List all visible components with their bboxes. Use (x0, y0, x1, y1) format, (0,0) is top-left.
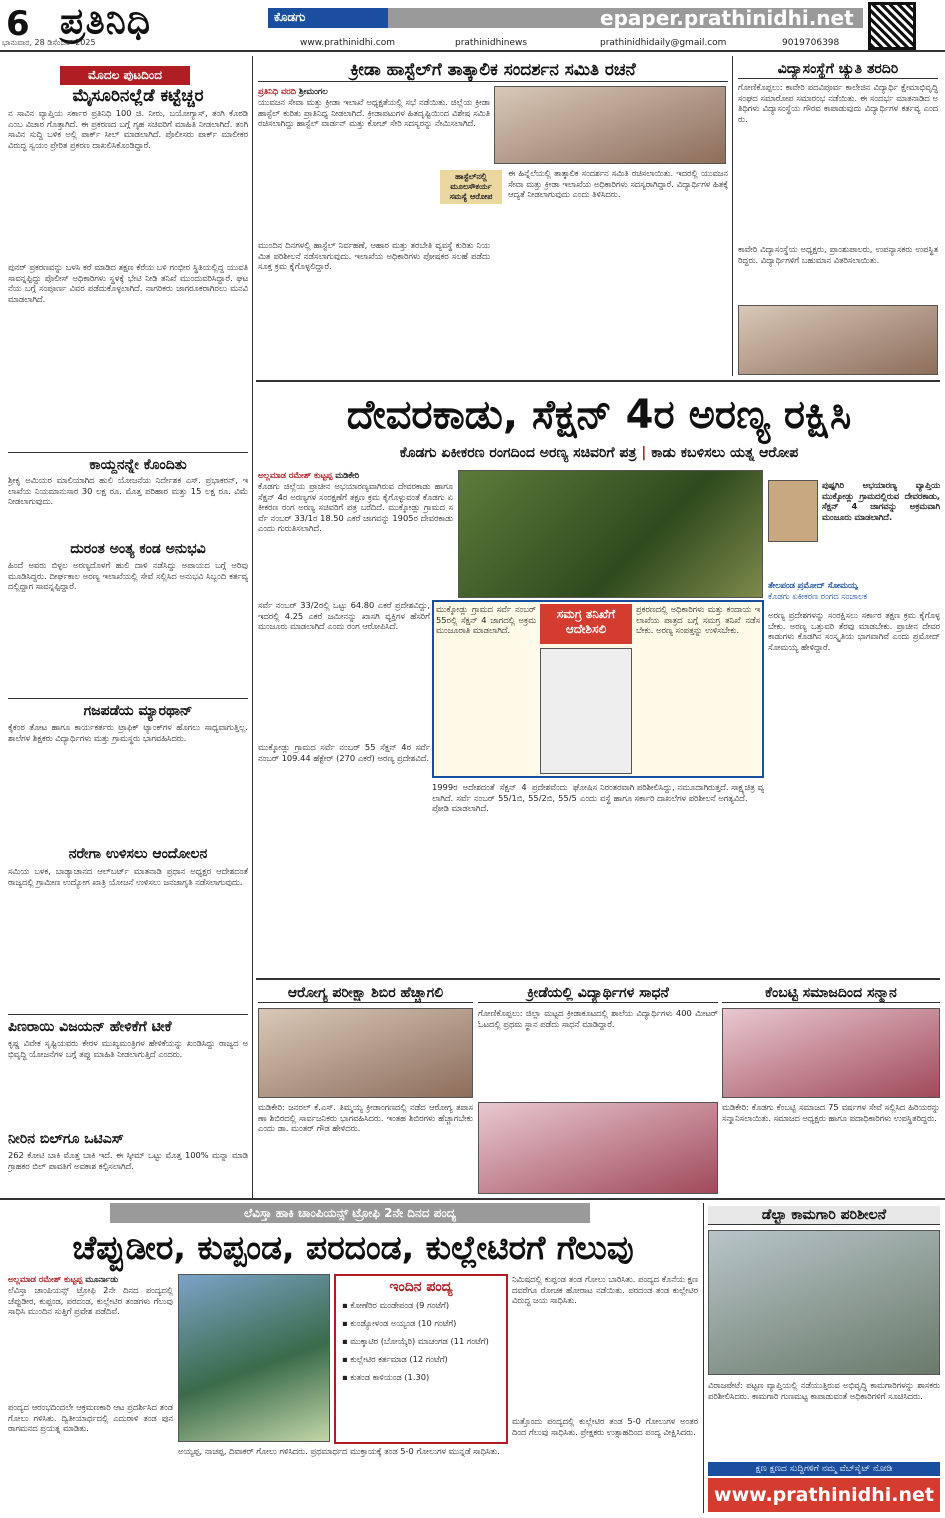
lead-title: ದೇವರಕಾಡು, ಸೆಕ್ಷನ್ 4ರ ಅರಣ್ಯ ರಕ್ಷಿಸಿ (346, 392, 852, 438)
s3-body: ಹಿಂದೆ ಅವರು ಬಿಳ್ಳಲ ಅರಣ್ಯದೊಳಗೆ ಹುಲಿ ದಾಳಿ ನಡೆಸಿದ್ದು ಅಪಾಯದ ಬಗ್ಗೆ ಅರಿವು ಮೂಡಿಸಿದ್ದರು. ದೀರ್ಘಕಾಲ ಅರಣ್ಯ ಇಲಾಖೆಯಲ್ಲಿ ಸೇವೆ ಸಲ್ಲಿಸಿದ ಅನುಭವಿ ಸಿಬ್ಬಂದಿ ಕರ್ತವ್ಯದಲ್ಲಿದ್ದಾಗ ಸಾವನ್ನಪ್ಪಿದ್ದಾರೆ. (8, 560, 248, 592)
quote-author: ತೇಲಪಂಡ ಪ್ರಮೋದ್ ಸೋಮಯ್ಯ (768, 580, 858, 590)
lead-body6: ಅರಣ್ಯ ಪ್ರದೇಶಗಳನ್ನು ಸಂರಕ್ಷಿಸಲು ಸರ್ಕಾರ ತಕ್ಷಣ ಕ್ರಮ ಕೈಗೊಳ್ಳಬೇಕು. ಅರಣ್ಯ ಒತ್ತುವರಿ ತೆರವು ಮಾಡಬೇಕು. ಪ್ರಾಚೀನ ದೇವರಕಾಡುಗಳು ಕೊಡಗಿನ ಸಂಸ್ಕೃತಿಯ ಭಾಗವಾಗಿವೆ ಎಂದು ಪ್ರಮೋದ್ ಸೋಮಯ್ಯ ಹೇಳಿದ್ದಾರೆ. (768, 610, 940, 652)
quote-role: ಕೊಡಗು ಏಕೀಕರಣ ರಂಗದ ಸಂಚಾಲಕ (768, 591, 868, 601)
hockey-body4: ನಿಮಿಷದಲ್ಲಿ ಕುಪ್ಪಂಡ ತಂಡ ಗೋಲು ಬಾರಿಸಿತು. ಪಂದ್ಯದ ಕೊನೆಯ ಕ್ಷಣದವರೆಗೂ ರೋಚಕ ಹೋರಾಟ ನಡೆಯಿತು. ಪರದಂಡ ತಂಡ ಕುಲ್ಲೇಟಿರ ವಿರುದ್ಧ ಜಯ ಸಾಧಿಸಿತು. (512, 1274, 698, 1306)
box-heading: ಸಮಗ್ರ ತನಿಖೆಗೆ ಆದೇಶಿಸಲಿ (540, 604, 632, 644)
hockey-photo (178, 1274, 330, 1442)
fixtures-title: ಇಂದಿನ ಪಂದ್ಯ (389, 1279, 453, 1295)
box-left-text: ಮುಕ್ಕೋಡ್ಲು ಗ್ರಾಮದ ಸರ್ವೆ ನಂಬರ್ 55ರಲ್ಲಿ ಸೆಕ್ಷನ್ 4 ಜಾಗದಲ್ಲಿ ಅಕ್ರಮ ಮಂಜೂರಾತಿ ಮಾಡಲಾಗಿದೆ. (436, 604, 536, 636)
felicitation-photo (722, 1008, 940, 1098)
lead-body2: ಸರ್ವೆ ನಂಬರ್ 33/2ರಲ್ಲಿ ಒಟ್ಟು 64.80 ಎಕರೆ ಪ್ರದೇಶವಿದ್ದು, ಇದರಲ್ಲಿ 4.25 ಎಕರೆ ಜಮೀನನ್ನು ಖಾಸಗಿ ವ್ಯಕ್ತಿಗಳ ಹೆಸರಿಗೆ ಮಂಜೂರು ಮಾಡಲಾಗಿದೆ ಎಂದು ರಂಗ ಆರೋಪಿಸಿದೆ. (258, 600, 430, 632)
lead-subtitle: ಕೊಡಗು ಏಕೀಕರಣ ರಂಗದಿಂದ ಅರಣ್ಯ ಸಚಿವರಿಗೆ ಪತ್ರ | ಕಾಡು ಕಬಳಿಸಲು ಯತ್ನ ಆರೋಪ (399, 445, 799, 461)
s6-title: ಪಿಣರಾಯಿ ವಿಜಯನ್ ಹೇಳಿಕೆಗೆ ಟೀಕೆ (8, 1019, 172, 1035)
email[interactable]: prathinidhidaily@gmail.com (600, 38, 727, 48)
fixture-item: ▪ ಮುಕ್ಕಾಟಿರ (ಬೋಯ್ಕೆರಿ) ಮಾಚಂಗಡ (11 ಗಂಟೆಗೆ) (342, 1336, 489, 1346)
s6-body: ಕೃಷ್ಣ ವಿವೇಕ ಸೃಷ್ಟಿಯವರು ಕೇರಳ ಮುಖ್ಯಮಂತ್ರಿಗಳ ಹೇಳಿಕೆಯನ್ನು ಖಂಡಿಸಿದ್ದು ರಾಜ್ಯದ ಅಭಿವೃದ್ಧಿ ಯೋಜನೆಗಳ ಬಗ್ಗೆ ತಪ್ಪು ಮಾಹಿತಿ ನೀಡಲಾಗುತ್ತಿದೆ ಎಂದರು. (8, 1038, 248, 1059)
lead-body: ಕೊಡಗು ಜಿಲ್ಲೆಯ ಪ್ರಾಚೀನ ಅಭಯಾರಣ್ಯವಾಗಿರುವ ದೇವರಕಾಡು ಹಾಗೂ ಸೆಕ್ಷನ್ 4ರ ಅರಣ್ಯಗಳ ಸಂರಕ್ಷಣೆಗೆ ತಕ್ಷಣ ಕ್ರಮ ಕೈಗೊಳ್ಳುವಂತೆ ಕೊಡಗು ಏಕೀಕರಣ ರಂಗ ಅರಣ್ಯ ಸಚಿವರಿಗೆ ಪತ್ರ ಬರೆದಿದೆ. ಮುಕ್ಕೋಡ್ಲು ಗ್ರಾಮದ ಸರ್ವೆ ನಂಬರ್ 33/1ರ 18.50 ಎಕರೆ ಜಾಗವನ್ನು 1905ರ ದೇವರಕಾಡು ಎಂದು ಗುರುತಿಸಲಾಗಿದೆ. (258, 481, 453, 534)
masthead-title: ಪ್ರತಿನಿಧಿ (60, 0, 152, 42)
sports-title: ಕ್ರೀಡೆಯಲ್ಲಿ ವಿದ್ಯಾರ್ಥಿಗಳ ಸಾಧನೆ (478, 984, 718, 1003)
hostel-title: ಕ್ರೀಡಾ ಹಾಸ್ಟೆಲ್‌ಗೆ ತಾತ್ಕಾಲಿಕ ಸಂದರ್ಶನ ಸಮಿತಿ ರಚನೆ (258, 60, 728, 82)
hockey-body5: ಮತ್ತೊಂದು ಪಂದ್ಯದಲ್ಲಿ ಕುಲ್ಲೇಟಿರ ತಂಡ 5-0 ಗೋಲುಗಳ ಅಂತರದಿಂದ ಗೆಲುವು ಸಾಧಿಸಿತು. ಪ್ರೇಕ್ಷಕರು ಉತ್ಸಾಹದಿಂದ ಪಂದ್ಯ ವೀಕ್ಷಿಸಿದರು. (512, 1416, 698, 1437)
felicitation-body: ಮಡಿಕೇರಿ: ಕೊಡಗು ಕೆಂಬಟ್ಟಿ ಸಮಾಜದ 75 ವರ್ಷಗಳ ಸೇವೆ ಸಲ್ಲಿಸಿದ ಹಿರಿಯರನ್ನು ಸನ್ಮಾನಿಸಲಾಯಿತು. ಸಮಾಜದ ಅಧ್ಯಕ್ಷರು ಹಾಗೂ ಪದಾಧಿಕಾರಿಗಳು ಉಪಸ್ಥಿತರಿದ್ದರು. (722, 1102, 940, 1123)
quote-portrait (768, 480, 818, 542)
edition-label: ಕೊಡಗು (268, 8, 388, 28)
health-camp-body: ಮಡಿಕೇರಿ: ಜನರಲ್ ಕೆ.ಎಸ್. ತಿಮ್ಮಯ್ಯ ಕ್ರೀಡಾಂಗಣದಲ್ಲಿ ನಡೆದ ಆರೋಗ್ಯ ತಪಾಸಣಾ ಶಿಬಿರದಲ್ಲಿ ಸಾರ್ವಜನಿಕರು ಭಾಗವಹಿಸಿದರು. ಇಂತಹ ಶಿಬಿರಗಳು ಹೆಚ್ಚಾಗಬೇಕು ಎಂದು ಡಾ. ಮಂತರ್ ಗೌಡ ಹೇಳಿದರು. (258, 1102, 473, 1134)
s3-title: ದುರಂತ ಅಂತ್ಯ ಕಂಡ ಅನುಭವಿ (70, 541, 206, 557)
hockey-body: ಲೆವಿಸ್ತಾ ಚಾಂಪಿಯನ್ಸ್ ಟ್ರೋಫಿ 2ನೇ ದಿನದ ಪಂದ್ಯದಲ್ಲಿ ಚೆಪ್ಪುಡೀರ, ಕುಪ್ಪಂಡ, ಪರದಂಡ, ಕುಲ್ಲೇಟಿರ ತಂಡಗಳು ಗೆಲುವು ಸಾಧಿಸಿ ಮುಂದಿನ ಸುತ್ತಿಗೆ ಪ್ರವೇಶ ಪಡೆದಿವೆ. (8, 1285, 173, 1317)
page-number: 6 (6, 4, 30, 44)
fixture-item: ▪ ಕುತಂಡ ಕಾಳಿಯಂಡ (1.30) (342, 1372, 430, 1382)
s7-title: ನೀರಿನ ಬಿಲ್‌ಗೂ ಒಟಿಎಸ್ (8, 1131, 124, 1147)
s7-body: 262 ಕೋಟಿ ಬಾಕಿ ಮೊತ್ತ ಬಾಕಿ ಇದೆ. ಈ ಸ್ಕೀಮ್ ಒಟ್ಟು ಮೊತ್ತ 100% ಮನ್ನಾ ಮಾಡಿ ಗ್ರಾಹಕರ ಬಿಲ್ ಪಾವತಿಗೆ ಅವಕಾಶ ಕಲ್ಪಿಸಲಾಗಿದೆ. (8, 1150, 248, 1171)
social-handle[interactable]: prathinidhinews (455, 38, 528, 48)
hockey-body2: ಪಂದ್ಯದ ಆರಂಭದಿಂದಲೇ ಆಕ್ರಮಣಕಾರಿ ಆಟ ಪ್ರದರ್ಶಿಸಿದ ತಂಡ ಗೋಲು ಗಳಿಸಿತು. ದ್ವಿತೀಯಾರ್ಧದಲ್ಲಿ ಎದುರಾಳಿ ತಂಡ ಪುನರಾಗಮನದ ಪ್ರಯತ್ನ ಮಾಡಿತು. (8, 1402, 173, 1434)
delta-title: ಡೆಲ್ಟಾ ಕಾಮಗಾರಿ ಪರಿಶೀಲನೆ (708, 1206, 940, 1225)
lead-byline: ಅಲ್ಲಮಾಡ ರಮೇಶ್ ಕುಟ್ಟಪ್ಪ ಮಡಿಕೇರಿ (258, 470, 360, 480)
s5-title: ನರೇಗಾ ಉಳಿಸಲು ಆಂದೋಲನ (68, 846, 208, 862)
hostel-body2: ಮುಂದಿನ ದಿನಗಳಲ್ಲಿ ಹಾಸ್ಟೆಲ್ ನಿರ್ವಹಣೆ, ಆಹಾರ ಮತ್ತು ತರಬೇತಿ ವ್ಯವಸ್ಥೆ ಕುರಿತು ನಿಯಮಿತ ಪರಿಶೀಲನೆ ನಡೆಸಲಾಗುವುದು. ಇಲಾಖೆಯ ಅಧಿಕಾರಿಗಳು ಪೋಷಕರ ಸಲಹೆ ಪಡೆದು ಸೂಕ್ತ ಕ್ರಮ ಕೈಗೊಳ್ಳಲಿದ್ದಾರೆ. (258, 240, 490, 272)
kicker-front-page: ಮೊದಲ ಪುಟದಿಂದ (60, 66, 190, 85)
lead-body3: ಮುಕ್ಕೋಡ್ಲು ಗ್ರಾಮದ ಸರ್ವೆ ನಂಬರ್ 55 ಸೆಕ್ಷನ್ 4ರ ಸರ್ವೆ ನಂಬರ್ 109.44 ಹೆಕ್ಟೇರ್ (270 ಎಕರೆ) ಅರಣ್ಯ ಪ್ರದೇಶವಿದೆ. (258, 742, 430, 763)
fixture-item: ▪ ಕೋಣೆರಿರ ಮಂಡೇಪಂಡ (9 ಗಂಟೆಗೆ) (342, 1300, 450, 1310)
s1-body2: ಪುನರ್ ಪ್ರಕರಣವನ್ನು ಬಳಸಿ ಕರೆ ಮಾಡಿದ ತಕ್ಷಣ ಕೆರೆಯ ಬಳಿ ಗಂಭೀರ ಸ್ಥಿತಿಯಲ್ಲಿದ್ದ ಯುವತಿ ಸಾವನ್ನಪ್ಪಿದ್ದು ಪೊಲೀಸ್ ಅಧಿಕಾರಿಗಳು ಸ್ಥಳಕ್ಕೆ ಭೇಟಿ ನೀಡಿ ತನಿಖೆ ಮುಂದುವರಿಸಿದ್ದಾರೆ. ಘಟನೆಯ ಬಗ್ಗೆ ಸಂಪೂರ್ಣ ವಿವರ ಪಡೆದುಕೊಳ್ಳಲಾಗಿದೆ. ನಾಗರಿಕರು ಜಾಗರೂಕರಾಗಿರಲು ಮನವಿ ಮಾಡಲಾಗಿದೆ. (8, 262, 248, 304)
lead-sub1: ಕೊಡಗು ಏಕೀಕರಣ ರಂಗದಿಂದ ಅರಣ್ಯ ಸಚಿವರಿಗೆ ಪತ್ರ (399, 445, 637, 461)
institution-title: ವಿದ್ಯಾಸಂಸ್ಥೆಗೆ ಚ್ಯುತಿ ತರದಿರಿ (738, 60, 938, 79)
s1-title: ಮೈಸೂರಿನಲ್ಲೆಡೆ ಕಟ್ಟೆಚ್ಚರ (72, 86, 204, 106)
epaper-url[interactable]: epaper.prathinidhi.net (600, 6, 854, 30)
box-right-text: ಪ್ರಕರಣದಲ್ಲಿ ಅಧಿಕಾರಿಗಳು ಮತ್ತು ಕಂದಾಯ ಇಲಾಖೆಯ ಪಾತ್ರದ ಬಗ್ಗೆ ಸಮಗ್ರ ತನಿಖೆ ನಡೆಸಬೇಕು. ಅರಣ್ಯ ಸಂಪತ್ತನ್ನು ಉಳಿಸಬೇಕು. (636, 604, 760, 636)
sports-body: ಗೋಣಿಕೊಪ್ಪಲು: ಜಿಲ್ಲಾ ಮಟ್ಟದ ಕ್ರೀಡಾಕೂಟದಲ್ಲಿ ಶಾಲೆಯ ವಿದ್ಯಾರ್ಥಿಗಳು 400 ಮೀಟರ್ ಓಟದಲ್ಲಿ ಪ್ರಥಮ ಸ್ಥಾನ ಪಡೆದು ಸಾಧನೆ ಮಾಡಿದ್ದಾರೆ. (478, 1008, 718, 1029)
hostel-body: ಯುವಜನ ಸೇವಾ ಮತ್ತು ಕ್ರೀಡಾ ಇಲಾಖೆ ಅಧ್ಯಕ್ಷತೆಯಲ್ಲಿ ಸಭೆ ನಡೆಯಿತು. ಜಿಲ್ಲೆಯ ಕ್ರೀಡಾ ಹಾಸ್ಟೆಲ್ ಕುರಿತು ಪ್ರಾತಿನಿಧ್ಯ ನೀಡಲಾಗಿದೆ. ಕ್ರೀಡಾಪಟುಗಳ ಹಿತದೃಷ್ಟಿಯಿಂದ ವಿಶೇಷ ಸಮಿತಿ ರಚಿಸಲಾಗಿದ್ದು ಹಾಸ್ಟೆಲ್ ವಾರ್ಡನ್ ಮತ್ತು ಕೋಚ್ ಸೇರಿ ಸದಸ್ಯರನ್ನು ನೇಮಿಸಲಾಗಿದೆ. (258, 97, 490, 129)
qr-code-icon[interactable] (868, 2, 916, 50)
hostel-body3: ಈ ಹಿನ್ನೆಲೆಯಲ್ಲಿ ತಾತ್ಕಾಲಿಕ ಸಂದರ್ಶನ ಸಮಿತಿ ರಚಿಸಲಾಯಿತು. ಇದರಲ್ಲಿ ಯುವಜನ ಸೇವಾ ಮತ್ತು ಕ್ರೀಡಾ ಇಲಾಖೆಯ ಅಧಿಕಾರಿಗಳು ಸದಸ್ಯರಾಗಿದ್ದಾರೆ. ವಿದ್ಯಾರ್ಥಿಗಳ ಹಿತಕ್ಕೆ ಆದ್ಯತೆ ನೀಡಲಾಗುವುದು ಎಂದು ತಿಳಿಸಿದರು. (508, 168, 728, 200)
letter-photo (540, 648, 632, 774)
s1-body: ನ ಸಾವಿನ ವ್ಯಾಪ್ತಿಯ ಸರ್ಕಾರ ಪ್ರತಿನಿಧಿ 100 ಜಿ. ನೀರು, ಬಯೋಗ್ಯಾಸ್, ತಂಗಿ ಕೊಠಡಿ ಎಂಬ ವಿಚಾರ ಗೊತ್ತಾಗಿದೆ. ಈ ಪ್ರಕರಣದ ಬಗ್ಗೆ ಗೃಹ ಸಚಿವರಿಗೆ ಮಾಹಿತಿ ನೀಡಲಾಗಿದೆ. ತಂಗಿ ಸಾವಿನ ಸುದ್ದಿ ಬಳಿಕ ಅಲ್ಲಿ ಪಾರ್ಕ್ ಸೀಲ್ ಮಾಡಲಾಗಿದೆ. ಪೊಲೀಸರು ಪಾರ್ಕ್ ಮಾಲೀಕರ ವಿರುದ್ಧ ಸ್ವಯಂ ಪ್ರೇರಿತ ಪ್ರಕರಣ ದಾಖಲಿಸಿಕೊಂಡಿದ್ದಾರೆ. (8, 108, 248, 150)
s4-title: ಗಜಪಡೆಯ ಮ್ಯಾರಥಾನ್ (83, 703, 193, 719)
health-camp-title: ಆರೋಗ್ಯ ಪರೀಕ್ಷಾ ಶಿಬಿರ ಹೆಚ್ಚಾಗಲಿ (258, 984, 473, 1003)
institution-photo (738, 305, 938, 375)
hockey-body3: ಅಯ್ಯಪ್ಪ, ನಾಚಪ್ಪ, ದಿವಾಕರ್ ಗೋಲು ಗಳಿಸಿದರು. ಪ್ರಥಮಾರ್ಧದ ಮುಕ್ತಾಯಕ್ಕೆ ತಂಡ 5-0 ಗೋಲುಗಳ ಮುನ್ನಡೆ ಸಾಧಿಸಿತು. (178, 1446, 500, 1456)
lead-body4: 1999ರ ಅದೇಶದಂತೆ ಸೆಕ್ಷನ್ 4 ಪ್ರದೇಶವೆಂದು ಘೋಷಿಸಲಾಗಿದೆ. ಸರ್ವೆ ನಂಬರ್ 55/1ಬಿ, 55/2ಬಿ, 55/5 ಎಂದು ಪೋಡಿ ಮಾಡಲಾಗಿದೆ. (432, 782, 597, 814)
hockey-banner: ಲೆವಿಸ್ತಾ ಹಾಕಿ ಚಾಂಪಿಯನ್ಸ್ ಟ್ರೋಫಿ 2ನೇ ದಿನದ ಪಂದ್ಯ (110, 1203, 590, 1223)
s4-body: ಕೈಕಂಠ ತೋಟ ಹಾಗೂ ಕಾರ್ಯಕರ್ತರು ಟ್ರಾಫಿಕ್ ಟ್ಯಾಂಕ್‌ಗಳ ಹೊಗಲು ಸಾಧ್ಯವಾಗುತ್ತಿಲ್ಲ. ಶಾಲೆಗಳ ಶಿಕ್ಷಕರು ವಿದ್ಯಾರ್ಥಿಗಳು ಮತ್ತು ಗ್ರಾಮಸ್ಥರು ಭಾಗವಹಿಸಿದರು. (8, 722, 248, 743)
fixture-item: ▪ ಕುಲ್ಲೇಟಿರ ಕರ್ತಮಾಡ (12 ಗಂಟೆಗೆ) (342, 1354, 448, 1364)
website[interactable]: www.prathinidhi.com (300, 38, 395, 48)
health-camp-photo (258, 1008, 473, 1098)
hostel-photo (494, 86, 726, 164)
students-photo (478, 1102, 718, 1194)
hockey-byline: ಅಲ್ಲಮಾಡ ರಮೇಶ್ ಕುಟ್ಟಪ್ಪ ಮೂರ್ನಾಡು (8, 1274, 119, 1284)
web-url-banner[interactable]: www.prathinidhi.net (708, 1478, 940, 1512)
felicitation-title: ಕೆಂಬಟ್ಟಿ ಸಮಾಜದಿಂದ ಸನ್ಮಾನ (722, 984, 940, 1003)
issue-date: ಭಾನುವಾರ, 28 ಡಿಸೆಂಬರ್ 2025 (2, 38, 96, 47)
hostel-byline: ಪ್ರತಿನಿಧಿ ವರದಿ ಶ್ರೀಮಂಗಲ (258, 86, 328, 96)
lead-quote: ಪುಷ್ಪಗಿರಿ ಅಭಯಾರಣ್ಯ ವ್ಯಾಪ್ತಿಯ ಮುಕ್ಕೋಡ್ಲು ಗ್ರಾಮದಲ್ಲಿರುವ ದೇವರಕಾಡು, ಸೆಕ್ಷನ್ 4 ಜಾಗವನ್ನು ಅಕ್ರಮವಾಗಿ ಮಂಜೂರು ಮಾಡಲಾಗಿದೆ. (822, 480, 940, 522)
s2-body: ಶ್ರೀಕೃ ಅಮಿಯರ ಮಾಲಿಯಾಗಿದ ಹುಲಿ ಯೋಜನೆಯ ನಿರ್ದೇಶಕ ಎಸ್. ಪ್ರಭಾಕರನ್, ಇಲಾಖೆಯ ನಿಯಮಾನುಸಾರ 30 ಲಕ್ಷ ರೂ. ಮೊತ್ತ ಪರಿಹಾರ ಮತ್ತು 15 ಲಕ್ಷ ರೂ. ವಿಮೆ ನೀಡಲಾಗುವುದು. (8, 475, 248, 507)
phone: 9019706398 (782, 38, 840, 48)
fixture-item: ▪ ಕುಂಡ್ಯೋಳಂಡ ಅಯ್ಯಂಡ (10 ಗಂಟೆಗೆ) (342, 1318, 457, 1328)
hockey-title: ಚೆಪ್ಪುಡೀರ, ಕುಪ್ಪಂಡ, ಪರದಂಡ, ಕುಲ್ಲೇಟಿರಗೆ ಗೆಲುವು (72, 1228, 634, 1267)
s2-title: ಕಾಯ್ದನನ್ನೇ ಕೊಂದಿತು (89, 457, 187, 473)
forest-photo (458, 470, 763, 598)
institution-body: ಗೋಣಿಕೊಪ್ಪಲು: ಕಾವೇರಿ ಪದವಿಪೂರ್ವ ಕಾಲೇಜಿನ ವಿದ್ಯಾರ್ಥಿ ಕ್ಷೇಮಾಭಿವೃದ್ಧಿ ಸಂಘದ ಸಮಾರೋಪ ಸಮಾರಂಭ ನಡೆಯಿತು. ಈ ಸಂದರ್ಭ ಮಾತನಾಡಿದ ಅತಿಥಿಗಳು ವಿದ್ಯಾಸಂಸ್ಥೆಯ ಗೌರವ ಕಾಪಾಡುವುದು ವಿದ್ಯಾರ್ಥಿಗಳ ಕರ್ತವ್ಯ ಎಂದರು. (738, 82, 938, 124)
institution-body2: ಕಾವೇರಿ ವಿದ್ಯಾಸಂಸ್ಥೆಯ ಅಧ್ಯಕ್ಷರು, ಪ್ರಾಂಶುಪಾಲರು, ಉಪನ್ಯಾಸಕರು ಉಪಸ್ಥಿತರಿದ್ದರು. ವಿದ್ಯಾರ್ಥಿಗಳಿಗೆ ಬಹುಮಾನ ವಿತರಿಸಲಾಯಿತು. (738, 244, 938, 265)
hostel-caption: ಹಾಸ್ಟೆಲ್‌ನಲ್ಲಿ ಮೂಲಸೌಕರ್ಯ ಸಮಸ್ಯೆ ಆರೋಪ (440, 170, 502, 204)
delta-photo (708, 1230, 940, 1375)
delta-body: ವಿರಾಜಪೇಟೆ: ಪಟ್ಟಣ ವ್ಯಾಪ್ತಿಯಲ್ಲಿ ನಡೆಯುತ್ತಿರುವ ಅಭಿವೃದ್ಧಿ ಕಾಮಗಾರಿಗಳನ್ನು ಶಾಸಕರು ಪರಿಶೀಲಿಸಿದರು. ಕಾಮಗಾರಿ ಗುಣಮಟ್ಟ ಕಾಪಾಡುವಂತೆ ಅಧಿಕಾರಿಗಳಿಗೆ ಸೂಚಿಸಿದರು. (708, 1380, 940, 1401)
web-note: ಕ್ಷಣ ಕ್ಷಣದ ಸುದ್ದಿಗಳಿಗೆ ನಮ್ಮ ವೆಬ್‌ಸೈಟ್ ನೋಡಿ (708, 1462, 940, 1476)
lead-body5: ನಿರಂತರವಾಗಿ ಪರಿಶೀಲಿಸಿದ್ದು, ನಮೂದಾಗಿರುತ್ತದೆ. ಸಾಕ್ಷ್ಯಚಿತ್ರ ವ್ಯವಸ್ಥೆ ಹಾಗೂ ಸರ್ಕಾರಿ ದಾಖಲೆಗಳ ಪರಿಶೀಲನೆ ಅಗತ್ಯವಿದೆ. (600, 782, 764, 803)
s5-body: ಸಮಿಯ ಬಳಕ, ಬಾಡ್ಯಾಚಾನದ ಆಲ್‌ಬರ್ಟ್ ಮಾತನಾಡಿ ಪ್ರಧಾನ ಅಧ್ಯಕ್ಷರ ಆದೇಶದಂತೆ ರಾಜ್ಯದಲ್ಲಿ ಗ್ರಾಮೀಣ ಉದ್ಯೋಗ ಖಾತ್ರಿ ಯೋಜನೆ ಉಳಿಸಲು ಜನಜಾಗೃತಿ ನಡೆಸಲಾಗುವುದು. (8, 866, 248, 887)
lead-sub2: ಕಾಡು ಕಬಳಿಸಲು ಯತ್ನ ಆರೋಪ (651, 445, 799, 461)
